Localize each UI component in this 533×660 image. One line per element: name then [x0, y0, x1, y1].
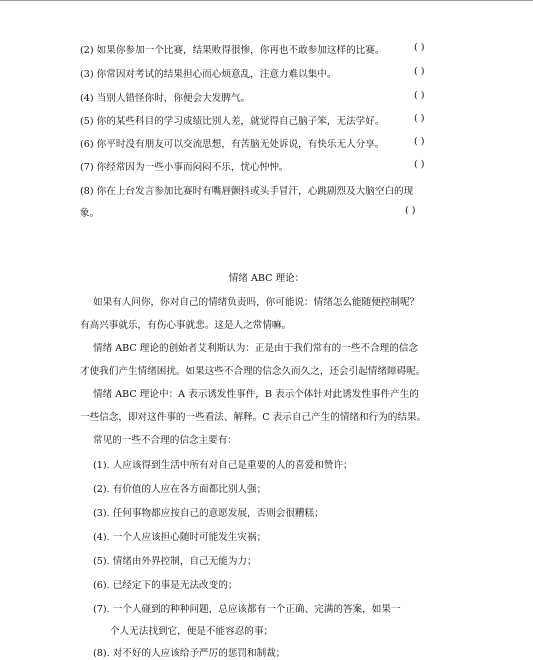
question-text: (8) 你在上台发言参加比赛时有嘴唇颤抖或头手冒汗，心跳剧烈及大脑空白的现: [80, 186, 414, 197]
question-text: (2) 如果你参加一个比赛，结果败得很惨，你再也不敢参加这样的比赛。: [80, 45, 385, 56]
answer-parentheses: ( ): [414, 90, 425, 101]
paragraph-line: 常见的一些不合理的信念主要有：: [93, 435, 237, 446]
belief-item-cont: 个人无法找到它，便是不能容忍的事；: [110, 626, 274, 637]
belief-item: (8). 对不好的人应该给予严厉的惩罚和制裁；: [93, 648, 286, 659]
paragraph-line: 情绪 ABC 理论的创始者艾利斯认为：正是由于我们常有的一些不合理的信念: [93, 343, 419, 354]
paragraph-line: 情绪 ABC 理论中：A 表示诱发性事件，B 表示个体针对此诱发性事件产生的: [93, 389, 419, 400]
paragraph-line: 一些信念，即对这件事的一些看法、解释。C 表示自己产生的情绪和行为的结果。: [80, 412, 427, 423]
paragraph-line: 才使我们产生情绪困扰。如果这些不合理的信念久而久之，还会引起情绪障碍呢。: [80, 366, 426, 377]
belief-item: (6). 已经定下的事是无法改变的；: [93, 580, 238, 591]
question-text: (3) 你常因对考试的结果担心而心烦意乱，注意力难以集中。: [80, 69, 337, 80]
belief-item: (4). 一个人应该担心随时可能发生灾祸；: [93, 532, 267, 543]
paragraph-line: 有高兴事就乐，有伤心事就悲。这是人之常情嘛。: [80, 320, 292, 331]
answer-parentheses: ( ): [405, 205, 416, 216]
header-rule: [0, 0, 533, 1]
answer-parentheses: ( ): [414, 159, 425, 170]
belief-item: (3). 任何事物都应按自己的意愿发展，否则会很糟糕；: [93, 508, 324, 519]
belief-item: (7). 一个人碰到的种种问题，总应该都有一个正确、完满的答案，如果一: [93, 604, 401, 615]
answer-parentheses: ( ): [414, 136, 425, 147]
question-text-cont: 象。: [80, 208, 100, 219]
answer-parentheses: ( ): [414, 42, 425, 53]
belief-item: (1). 人应该得到生活中所有对自己是重要的人的喜爱和赞许；: [93, 460, 353, 471]
answer-parentheses: ( ): [414, 66, 425, 77]
question-text: (6) 你平时没有朋友可以交流思想，有苦脑无处诉说，有快乐无人分享。: [80, 139, 385, 150]
section-title: 情绪 ABC 理论：: [228, 273, 305, 284]
question-text: (7) 你经常因为一些小事而闷闷不乐，忧心忡忡。: [80, 162, 289, 173]
answer-parentheses: ( ): [414, 113, 425, 124]
question-text: (4) 当别人错怪你时，你便会大发脾气。: [80, 93, 251, 104]
belief-item: (2). 有价值的人应在各方面都比别人强；: [93, 484, 267, 495]
question-text: (5) 你的某些科目的学习成绩比别人差，就觉得自己脑子笨，无法学好。: [80, 116, 385, 127]
belief-item: (5). 情绪由外界控制，自己无能为力；: [93, 556, 257, 567]
paragraph-line: 如果有人问你，你对自己的情绪负责吗，你可能说：情绪怎么能随便控制呢？: [93, 297, 420, 308]
